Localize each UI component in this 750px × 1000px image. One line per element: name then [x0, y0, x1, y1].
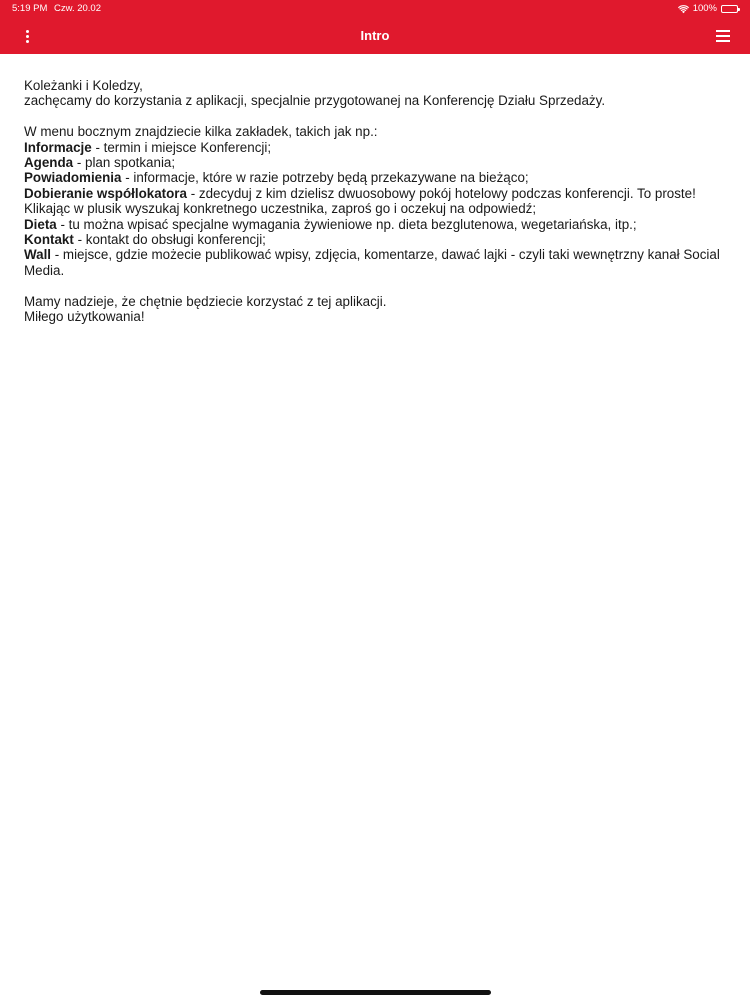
- item-desc: - miejsce, gdzie możecie publikować wpisy, zdjęcia, komentarze, dawać lajki - czyli taki wewnętrzny kanał Social Media.: [24, 247, 720, 278]
- status-date: Czw. 20.02: [54, 3, 101, 14]
- list-item: [24, 232, 730, 247]
- list-item: [24, 186, 730, 201]
- app-header: [0, 0, 750, 54]
- list-item: [24, 247, 730, 278]
- item-desc: - zdecyduj z kim dzielisz dwuosobowy pokój hotelowy podczas konferencji. To proste!: [186, 185, 696, 201]
- item-desc: - termin i miejsce Konferencji;: [91, 139, 272, 155]
- farewell-text: Miłego użytkowania!: [24, 309, 145, 325]
- battery-icon: [721, 5, 738, 13]
- intro-paragraph: zachęcamy do korzystania z aplikacji, specjalnie przygotowanej na Konferencję Działu Sprzedaży.: [24, 93, 606, 109]
- item-term: Agenda: [24, 155, 74, 171]
- item-term: Wall: [24, 247, 52, 263]
- hamburger-menu-icon[interactable]: [716, 28, 732, 44]
- list-item: [24, 170, 730, 185]
- menu-intro: W menu bocznym znajdziecie kilka zakładek, takich jak np.:: [24, 124, 378, 140]
- page-title: Intro: [360, 28, 390, 43]
- item-desc: - plan spotkania;: [73, 155, 176, 171]
- wifi-icon: [678, 5, 689, 14]
- item-term: Dobieranie współlokatora: [24, 185, 187, 201]
- item-desc: - tu można wpisać specjalne wymagania żywieniowe np. dieta bezglutenowa, wegetariańska, itp.;: [56, 216, 637, 232]
- list-item: [24, 217, 730, 232]
- greeting: Koleżanki i Koledzy,: [24, 78, 143, 93]
- nav-bar: [0, 18, 750, 54]
- item-term: Powiadomienia: [24, 170, 122, 186]
- list-item: [24, 140, 730, 155]
- status-bar: [0, 0, 750, 18]
- list-item: [24, 155, 730, 170]
- closing-text: Mamy nadzieje, że chętnie będziecie korzystać z tej aplikacji.: [24, 293, 387, 309]
- status-time: 5:19 PM: [12, 3, 48, 14]
- battery-percent: 100%: [692, 3, 717, 14]
- roommate-note: Klikając w plusik wyszukaj konkretnego uczestnika, zaproś go i oczekuj na odpowiedź;: [24, 201, 537, 217]
- item-term: Kontakt: [24, 232, 74, 248]
- item-desc: - informacje, które w razie potrzeby będą przekazywane na bieżąco;: [121, 170, 529, 186]
- intro-text: [24, 78, 730, 324]
- status-right: [678, 0, 738, 18]
- home-indicator[interactable]: [260, 990, 491, 995]
- item-term: Informacje: [24, 139, 92, 155]
- item-desc: - kontakt do obsługi konferencji;: [73, 232, 266, 248]
- item-term: Dieta: [24, 216, 57, 232]
